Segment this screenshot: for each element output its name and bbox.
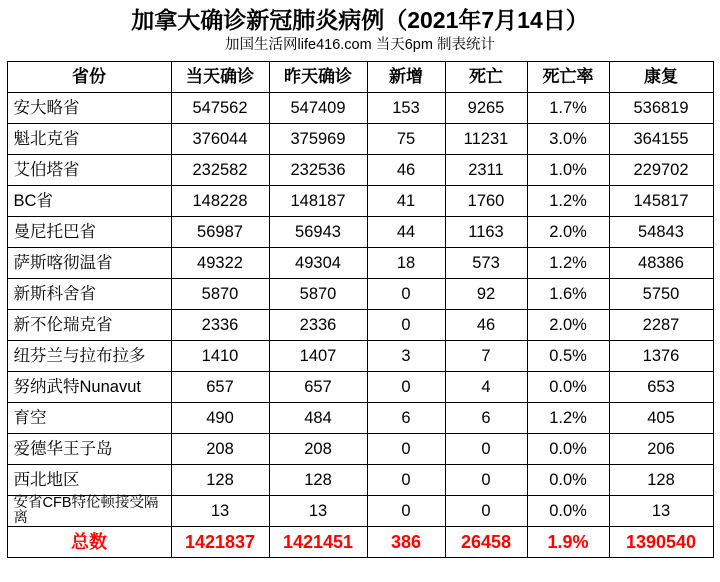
cell-deaths: 0 [445,495,527,526]
cell-province: 魁北克省 [7,123,171,154]
cell-death-rate: 0.0% [527,495,609,526]
cell-recovered: 13 [609,495,713,526]
cell-death-rate: 0.0% [527,433,609,464]
cell-yesterday-cases: 128 [269,464,367,495]
table-row [7,92,713,123]
cell-death-rate: 1.2% [527,185,609,216]
cell-death-rate: 1.7% [527,92,609,123]
cell-today-cases: 128 [171,464,269,495]
cell-recovered: 405 [609,402,713,433]
cell-deaths: 46 [445,309,527,340]
cell-recovered: 364155 [609,123,713,154]
cell-yesterday-cases: 148187 [269,185,367,216]
cell-province: 纽芬兰与拉布拉多 [7,340,171,371]
cell-province: 安省CFB特伦顿接受隔离 [7,495,171,526]
table-row [7,216,713,247]
column-header-province: 省份 [7,61,171,92]
cell-deaths: 92 [445,278,527,309]
column-header-deaths: 死亡 [445,61,527,92]
cell-recovered: 206 [609,433,713,464]
cell-yesterday-cases: 484 [269,402,367,433]
cell-new-cases: 18 [367,247,445,278]
cell-new-cases: 6 [367,402,445,433]
cell-death-rate: 1.2% [527,247,609,278]
cell-province: 新斯科舍省 [7,278,171,309]
cell-yesterday-cases: 2336 [269,309,367,340]
cell-total-deaths: 26458 [445,526,527,557]
table-row [7,309,713,340]
cell-recovered: 1376 [609,340,713,371]
table-row [7,464,713,495]
cell-recovered: 48386 [609,247,713,278]
cell-yesterday-cases: 56943 [269,216,367,247]
cell-province: 爱德华王子岛 [7,433,171,464]
cell-new-cases: 3 [367,340,445,371]
cell-new-cases: 0 [367,278,445,309]
table-row [7,154,713,185]
cell-today-cases: 208 [171,433,269,464]
cell-province: 安大略省 [7,92,171,123]
cell-new-cases: 0 [367,464,445,495]
cell-deaths: 7 [445,340,527,371]
column-header-today-cases: 当天确诊 [171,61,269,92]
cell-total-label: 总数 [7,526,171,557]
cell-province: 新不伦瑞克省 [7,309,171,340]
cell-death-rate: 1.2% [527,402,609,433]
cell-yesterday-cases: 49304 [269,247,367,278]
cell-yesterday-cases: 5870 [269,278,367,309]
cell-yesterday-cases: 208 [269,433,367,464]
cell-death-rate: 3.0% [527,123,609,154]
table-row [7,123,713,154]
cell-total-recovered: 1390540 [609,526,713,557]
cell-deaths: 0 [445,464,527,495]
cell-yesterday-cases: 13 [269,495,367,526]
cell-province: 育空 [7,402,171,433]
cell-today-cases: 547562 [171,92,269,123]
cell-yesterday-cases: 1407 [269,340,367,371]
cell-yesterday-cases: 657 [269,371,367,402]
cell-death-rate: 1.6% [527,278,609,309]
cell-death-rate: 1.0% [527,154,609,185]
cell-today-cases: 56987 [171,216,269,247]
cell-death-rate: 2.0% [527,216,609,247]
cell-deaths: 11231 [445,123,527,154]
cell-total-yesterday-cases: 1421451 [269,526,367,557]
cell-today-cases: 13 [171,495,269,526]
cell-deaths: 1760 [445,185,527,216]
cell-total-death-rate: 1.9% [527,526,609,557]
cell-yesterday-cases: 547409 [269,92,367,123]
cell-province: 萨斯喀彻温省 [7,247,171,278]
cell-today-cases: 148228 [171,185,269,216]
cell-recovered: 145817 [609,185,713,216]
cell-deaths: 2311 [445,154,527,185]
table-row [7,185,713,216]
cell-yesterday-cases: 232536 [269,154,367,185]
cell-new-cases: 0 [367,309,445,340]
table-total-row [7,526,713,557]
cell-total-today-cases: 1421837 [171,526,269,557]
cell-deaths: 9265 [445,92,527,123]
cell-today-cases: 490 [171,402,269,433]
column-header-new-cases: 新增 [367,61,445,92]
cell-death-rate: 0.5% [527,340,609,371]
cell-deaths: 0 [445,433,527,464]
cell-province: 努纳武特Nunavut [7,371,171,402]
column-header-yesterday-cases: 昨天确诊 [269,61,367,92]
cell-new-cases: 46 [367,154,445,185]
cell-recovered: 229702 [609,154,713,185]
table-header-row [7,61,713,92]
cell-deaths: 573 [445,247,527,278]
cell-total-new-cases: 386 [367,526,445,557]
cell-new-cases: 44 [367,216,445,247]
cell-today-cases: 5870 [171,278,269,309]
page-title: 加拿大确诊新冠肺炎病例（2021年7月14日） [131,7,589,33]
cell-today-cases: 1410 [171,340,269,371]
cell-new-cases: 153 [367,92,445,123]
covid-data-table [7,61,714,558]
cell-today-cases: 232582 [171,154,269,185]
cell-death-rate: 2.0% [527,309,609,340]
cell-recovered: 5750 [609,278,713,309]
page-subtitle: 加国生活网life416.com 当天6pm 制表统计 [225,36,495,53]
cell-new-cases: 0 [367,371,445,402]
cell-new-cases: 75 [367,123,445,154]
cell-today-cases: 2336 [171,309,269,340]
cell-new-cases: 41 [367,185,445,216]
cell-recovered: 653 [609,371,713,402]
table-row [7,340,713,371]
cell-deaths: 4 [445,371,527,402]
table-row [7,371,713,402]
cell-new-cases: 0 [367,433,445,464]
cell-recovered: 2287 [609,309,713,340]
table-row [7,495,713,526]
table-row [7,433,713,464]
cell-province: BC省 [7,185,171,216]
table-row [7,278,713,309]
cell-death-rate: 0.0% [527,371,609,402]
cell-province: 西北地区 [7,464,171,495]
column-header-recovered: 康复 [609,61,713,92]
column-header-death-rate: 死亡率 [527,61,609,92]
cell-today-cases: 657 [171,371,269,402]
cell-deaths: 6 [445,402,527,433]
cell-province: 艾伯塔省 [7,154,171,185]
cell-yesterday-cases: 375969 [269,123,367,154]
cell-recovered: 54843 [609,216,713,247]
cell-recovered: 128 [609,464,713,495]
cell-death-rate: 0.0% [527,464,609,495]
table-row [7,402,713,433]
cell-new-cases: 0 [367,495,445,526]
cell-today-cases: 376044 [171,123,269,154]
table-row [7,247,713,278]
cell-today-cases: 49322 [171,247,269,278]
cell-province: 曼尼托巴省 [7,216,171,247]
cell-recovered: 536819 [609,92,713,123]
cell-deaths: 1163 [445,216,527,247]
